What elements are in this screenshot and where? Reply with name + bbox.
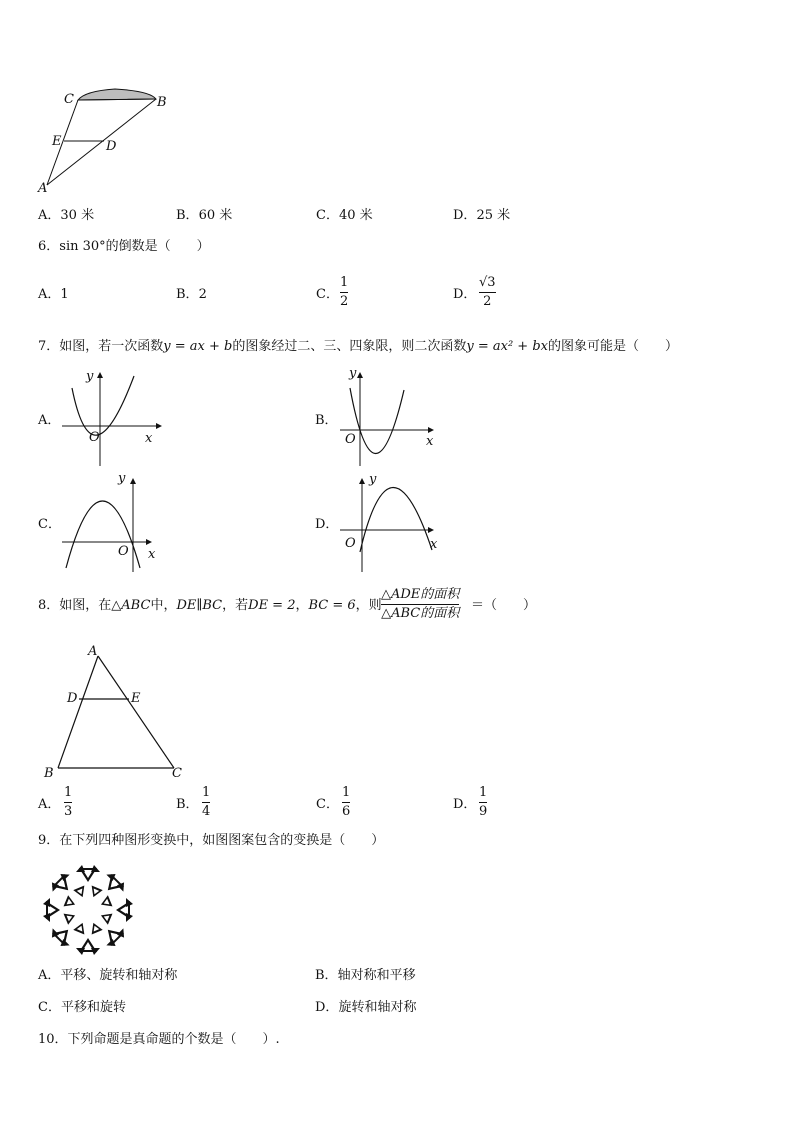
q6-option-d[interactable]: D． bbox=[453, 287, 477, 302]
q5-option-a[interactable]: A．30 米 bbox=[38, 208, 95, 223]
q9-pattern-figure bbox=[38, 862, 138, 958]
q5-label-a: A bbox=[38, 181, 48, 196]
q7-b-y-label: y bbox=[349, 366, 357, 381]
q7-option-a[interactable]: A． bbox=[38, 413, 61, 428]
q8-label-a: A bbox=[88, 644, 98, 659]
q10-stem: 10．下列命题是真命题的个数是（ ）. bbox=[38, 1032, 280, 1047]
q8-option-d-fraction: 1 9 bbox=[479, 785, 488, 819]
q7-stem: 7．如图，若一次函数y = ax + b的图象经过二、三、四象限，则二次函数y = ax² + bx的图象可能是（ ） bbox=[38, 339, 678, 354]
q8-option-c[interactable]: C． bbox=[316, 797, 339, 812]
q9-option-b[interactable]: B．轴对称和平移 bbox=[315, 968, 416, 983]
q9-option-a[interactable]: A．平移、旋转和轴对称 bbox=[38, 968, 178, 983]
q7-b-origin: O bbox=[345, 432, 356, 447]
q8-option-b-fraction: 1 4 bbox=[202, 785, 211, 819]
q7-a-y-label: y bbox=[86, 369, 94, 384]
q7-c-y-label: y bbox=[118, 471, 126, 486]
q9-stem: 9．在下列四种图形变换中，如图图案包含的变换是（ ） bbox=[38, 833, 385, 848]
q6-option-c[interactable]: C． bbox=[316, 287, 339, 302]
q9-option-d[interactable]: D．旋转和轴对称 bbox=[315, 1000, 417, 1015]
q7-d-x-label: x bbox=[430, 537, 438, 552]
q8-option-c-fraction: 1 6 bbox=[342, 785, 351, 819]
q7-option-c[interactable]: C． bbox=[38, 517, 61, 532]
q7-c-origin: O bbox=[118, 544, 129, 559]
q8-stem-part2: ＝（ ） bbox=[471, 598, 537, 613]
q7-a-origin: O bbox=[89, 430, 100, 445]
q8-label-d: D bbox=[67, 691, 78, 706]
q8-stem-part1: 8．如图，在△ABC中，DE∥BC，若DE = 2，BC = 6，则 bbox=[38, 598, 382, 613]
q7-graph-a bbox=[60, 368, 170, 468]
q8-label-e: E bbox=[131, 691, 141, 706]
q7-b-x-label: x bbox=[426, 434, 434, 449]
q5-label-d: D bbox=[106, 139, 117, 154]
q8-option-d[interactable]: D． bbox=[453, 797, 477, 812]
q7-graph-b bbox=[338, 368, 448, 468]
q5-label-c: C bbox=[64, 92, 74, 107]
q5-label-e: E bbox=[52, 134, 62, 149]
q6-option-c-fraction: 1 2 bbox=[340, 275, 349, 309]
q6-stem: 6．sin 30°的倒数是（ ） bbox=[38, 239, 210, 254]
q7-graph-d bbox=[338, 474, 448, 574]
q7-d-origin: O bbox=[345, 536, 356, 551]
q8-option-b[interactable]: B． bbox=[176, 797, 199, 812]
q7-option-d[interactable]: D． bbox=[315, 517, 339, 532]
q6-option-b[interactable]: B．2 bbox=[176, 287, 207, 302]
q5-option-c[interactable]: C．40 米 bbox=[316, 208, 373, 223]
q5-option-d[interactable]: D．25 米 bbox=[453, 208, 511, 223]
q8-label-b: B bbox=[44, 766, 54, 781]
q9-option-c[interactable]: C．平移和旋转 bbox=[38, 1000, 126, 1015]
q7-c-x-label: x bbox=[148, 547, 156, 562]
q8-area-ratio: △ADE的面积 △ABC的面积 bbox=[381, 587, 460, 621]
q8-option-a[interactable]: A． bbox=[38, 797, 61, 812]
q7-a-x-label: x bbox=[145, 431, 153, 446]
q8-option-a-fraction: 1 3 bbox=[64, 785, 73, 819]
q8-triangle bbox=[50, 650, 190, 775]
q6-option-a[interactable]: A．1 bbox=[38, 287, 69, 302]
q7-option-b[interactable]: B． bbox=[315, 413, 338, 428]
q6-option-d-fraction: √3 2 bbox=[479, 275, 496, 309]
q5-option-b[interactable]: B．60 米 bbox=[176, 208, 233, 223]
q8-label-c: C bbox=[172, 766, 182, 781]
q5-label-b: B bbox=[157, 95, 167, 110]
q7-d-y-label: y bbox=[369, 472, 377, 487]
